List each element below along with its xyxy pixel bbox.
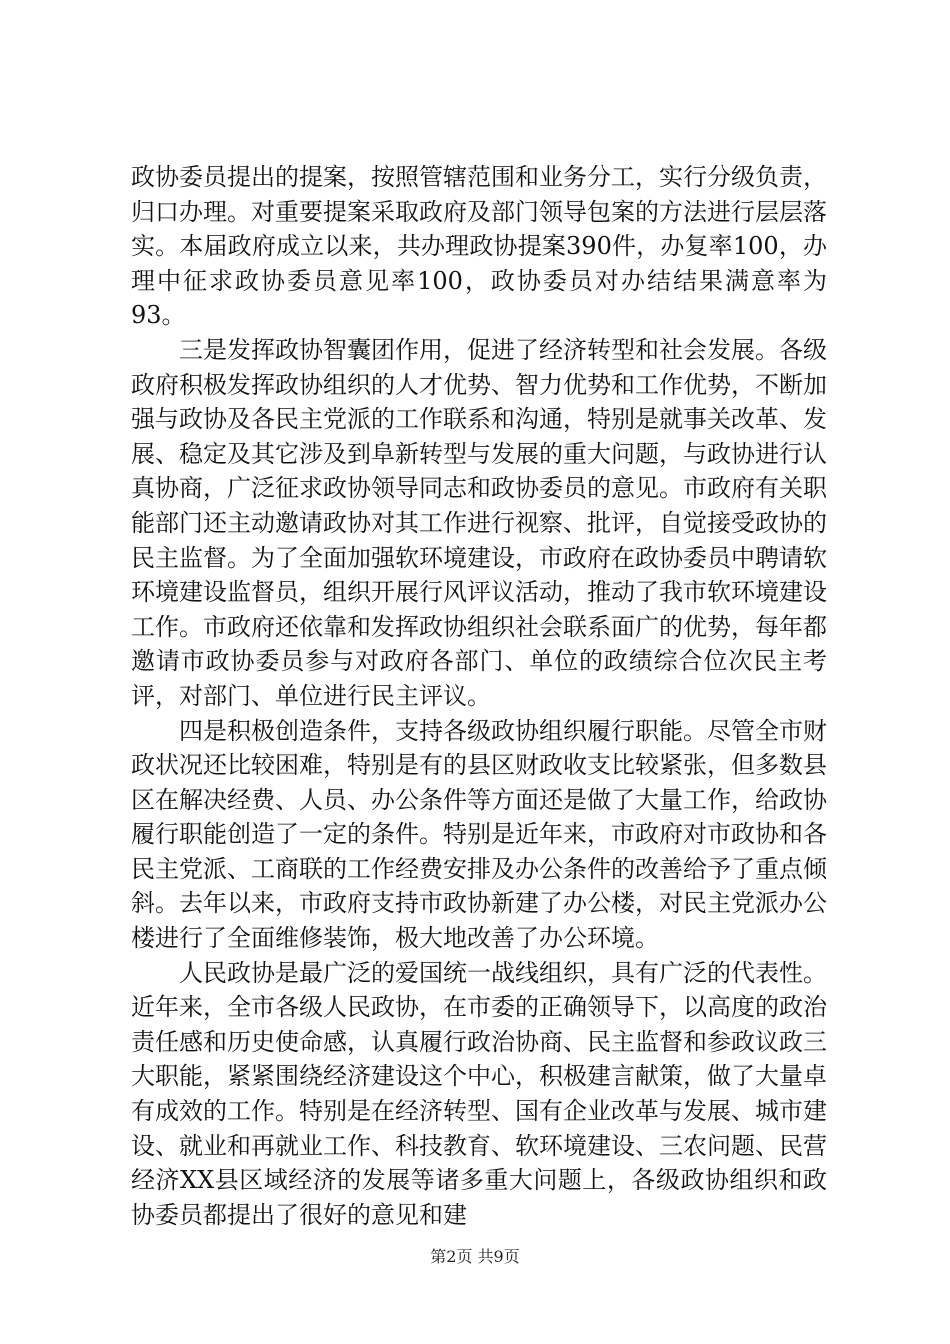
document-body — [131, 160, 827, 1232]
paragraph-continuation: 政协委员提出的提案，按照管辖范围和业务分工，实行分级负责，归口办理。对重要提案采取政府及部门领导包案的方法进行层层落实。本届政府成立以来，共办理政协提案390件，办复率100，办理中征求政协委员意见率100，政协委员对办结结果满意率为93。 — [131, 163, 827, 330]
paragraph-point-four: 四是积极创造条件，支持各级政协组织履行职能。尽管全市财政状况还比较困难，特别是有的县区财政收支比较紧张，但多数县区在解决经费、人员、办公条件等方面还是做了大量工作，给政协履行职能创造了一定的条件。特别是近年来，市政府对市政协和各民主党派、工商联的工作经费安排及办公条件的改善给予了重点倾斜。去年以来，市政府支持市政协新建了办公楼，对民主党派办公楼进行了全面维修装饰，极大地改善了办公环境。 — [131, 716, 827, 953]
paragraph-cppcc-role: 人民政协是最广泛的爱国统一战线组织，具有广泛的代表性。近年来，全市各级人民政协，在市委的正确领导下，以高度的政治责任感和历史使命感，认真履行政治协商、民主监督和参政议政三大职能，紧紧围绕经济建设这个中心，积极建言献策，做了大量卓有成效的工作。特别是在经济转型、国有企业改革与发展、城市建设、就业和再就业工作、科技教育、软环境建设、三农问题、民营经济XX县区域经济的发展等诸多重大问题上，各级政协组织和政协委员都提出了很好的意见和建 — [131, 958, 827, 1229]
page-number-footer: 第2页 共9页 — [430, 1247, 520, 1266]
paragraph-point-three: 三是发挥政协智囊团作用，促进了经济转型和社会发展。各级政府积极发挥政协组织的人才优势、智力优势和工作优势，不断加强与政协及各民主党派的工作联系和沟通，特别是就事关改革、发展、稳定及其它涉及到阜新转型与发展的重大问题，与政协进行认真协商，广泛征求政协领导同志和政协委员的意见。市政府有关职能部门还主动邀请政协对其工作进行视察、批评，自觉接受政协的民主监督。为了全面加强软环境建设，市政府在政协委员中聘请软环境建设监督员，组织开展行风评议活动，推动了我市软环境建设工作。市政府还依靠和发挥政协组织社会联系面广的优势，每年都邀请市政协委员参与对政府各部门、单位的政绩综合位次民主考评，对部门、单位进行民主评议。 — [131, 335, 827, 710]
